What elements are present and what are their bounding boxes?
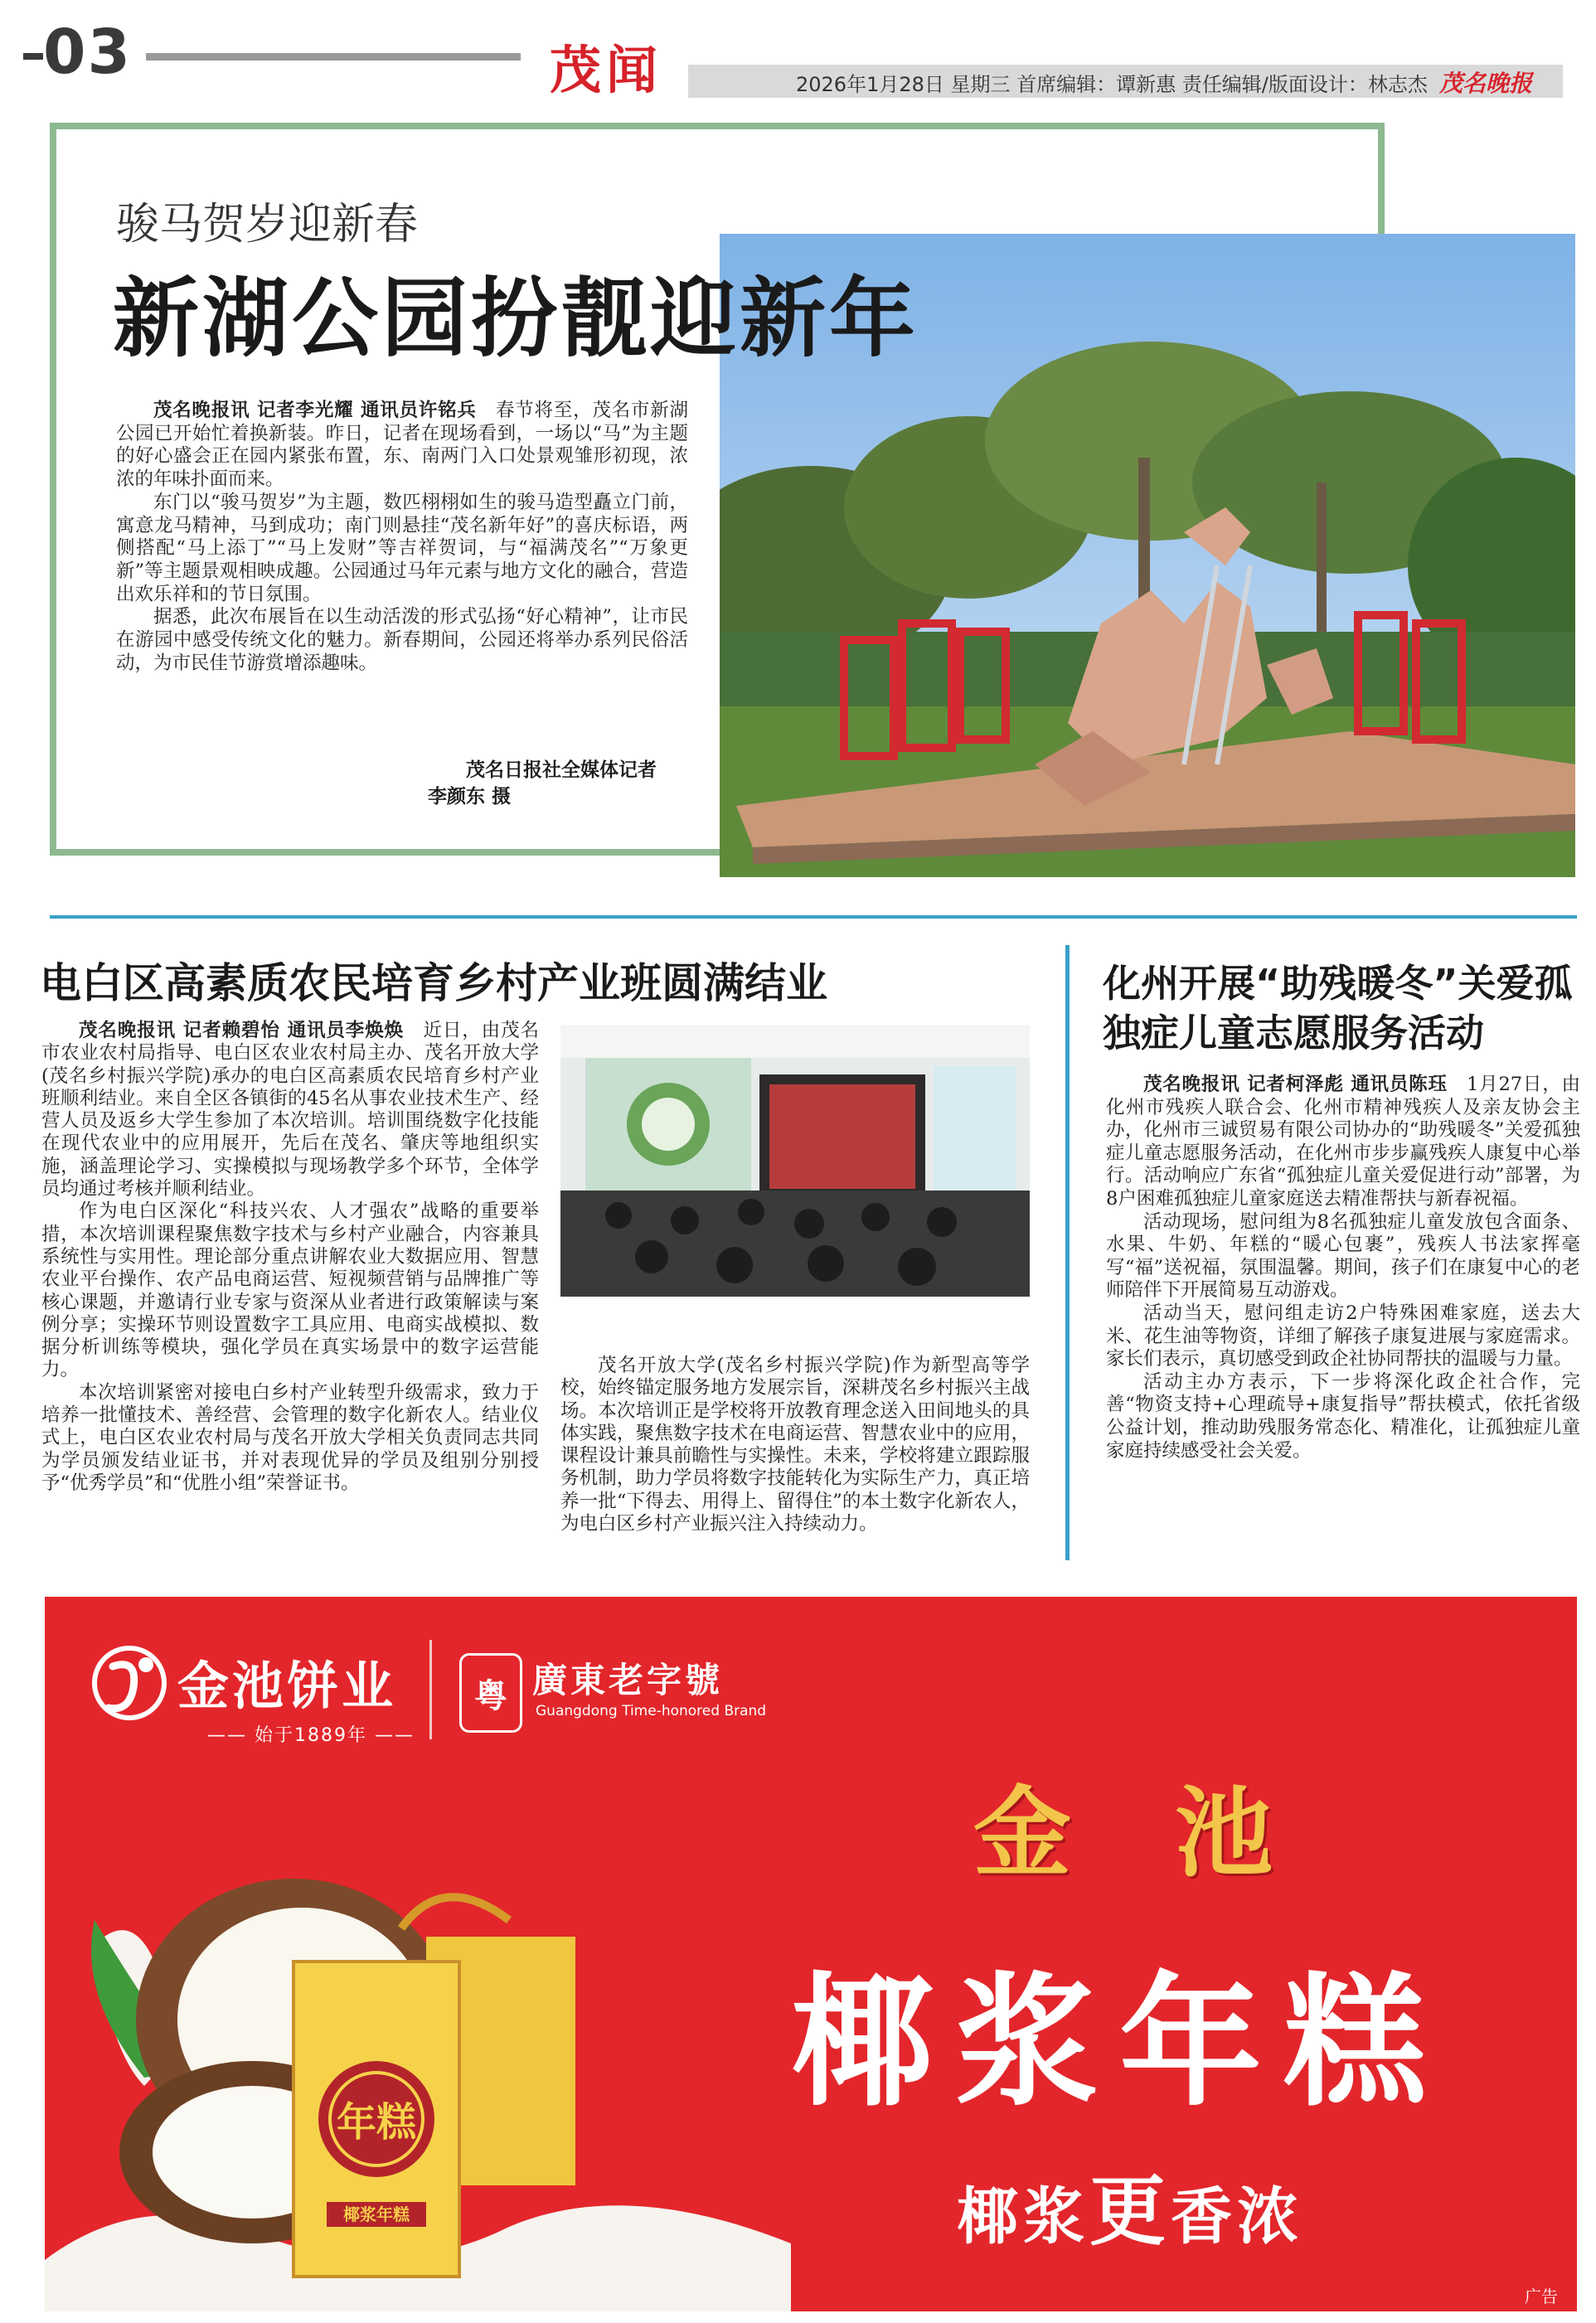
story1-paragraph: 茂名晚报讯 记者李光耀 通讯员许铭兵 春节将至，茂名市新湖公园已开始忙着换新装。昨日，记者在现场看到，一场以“马”为主题的好心盛会正在园内紧张布置，东、南两门入口处景观雏形初现，浓浓的年味扑面而来。: [116, 400, 688, 491]
advertisement: [45, 1597, 1577, 2311]
story2-paragraph: 作为电白区深化“科技兴农、人才强农”战略的重要举措，本次培训课程聚焦数字技术与乡村产业融合，内容兼具系统性与实用性。理论部分重点讲解农业大数据应用、智慧农业平台操作、农产品电商运营、短视频营销与品牌推广等核心课题，并邀请行业专家与资深从业者进行政策解读与案例分享；实操环节则设置数字工具应用、电商实战模拟、数据分析训练等模块，强化学员在真实场景中的数字运营能力。: [41, 1200, 539, 1381]
ad-product-brand: 金 池: [973, 1775, 1308, 1890]
training-class-photo: [560, 1025, 1030, 1297]
page-number-dash: [23, 53, 43, 60]
ad-since: —— 始于1889年 ——: [207, 1725, 415, 1746]
story3-paragraph: 茂名晚报讯 记者柯泽彪 通讯员陈珏 1月27日，由化州市残疾人联合会、化州市精神残疾人及亲友协会主办，化州市三诚贸易有限公司协办的“助残暖冬”关爱孤独症儿童志愿服务活动，在化州市步步赢残疾人康复中心举行。活动响应广东省“孤独症儿童关爱促进行动”部署，为8户困难孤独症儿童家庭送去精准帮扶与新春祝福。: [1106, 1074, 1580, 1210]
story1-byline: 茂名晚报讯 记者李光耀 通讯员许铭兵: [153, 400, 477, 421]
photo-credit-name: 李颜东 摄: [428, 786, 512, 807]
ad-tag: 广告: [1525, 2287, 1558, 2306]
story3-paragraph: 活动现场，慰问组为8名孤独症儿童发放包含面条、水果、牛奶、年糕的“暖心包裹”，残疾人书法家挥毫写“福”送祝福，氛围温馨。期间，孩子们在康复中心的老师陪伴下开展简易互动游戏。: [1106, 1210, 1580, 1302]
gift-box-text: 年糕: [336, 2099, 417, 2146]
ad-time-honored: 廣東老字號: [532, 1660, 724, 1700]
paper-logo: 茂名晚报: [1438, 70, 1532, 97]
story3-paragraph: 活动主办方表示，下一步将深化政企社合作，完善“物资支持+心理疏导+康复指导”帮扶模式，依托省级公益计划，推动助残服务常态化、精准化，让孤独症儿童家庭持续感受社会关爱。: [1106, 1370, 1580, 1462]
story3-body: [1106, 1074, 1580, 1462]
issue-meta: 2026年1月28日 星期三 首席编辑：谭新惠 责任编辑/版面设计：林志杰: [796, 73, 1428, 96]
time-honored-seal-icon: 粤: [459, 1653, 522, 1733]
ad-time-honored-en: Guangdong Time-honored Brand: [536, 1703, 767, 1719]
gift-box-label: 椰浆年糕: [343, 2204, 410, 2224]
coconut-and-gift-box-illustration: [45, 1870, 791, 2311]
story1-paragraph: 据悉，此次布展旨在以生动活泼的形式弘扬“好心精神”，让市民在游园中感受传统文化的魅力。新春期间，公园还将举办系列民俗活动，为市民佳节游赏增添趣味。: [116, 606, 688, 674]
story2-paragraph: 茂名开放大学(茂名乡村振兴学院)作为新型高等学校，始终锚定服务地方发展宗旨，深耕茂名乡村振兴主战场。本次培训正是学校将开放教育理念送入田间地头的具体实践，聚焦数字技术在电商运营、智慧农业中的应用，课程设计兼具前瞻性与实操性。未来，学校将建立跟踪服务机制，助力学员将数字技能转化为实际生产力，真正培养一批“下得去、用得上、留得住”的本土数字化新农人，为电白区乡村产业振兴注入持续动力。: [560, 1355, 1030, 1535]
story1-paragraph: 东门以“骏马贺岁”为主题，数匹栩栩如生的骏马造型矗立门前，寓意龙马精神，马到成功；南门则悬挂“茂名新年好”的喜庆标语，两侧搭配“马上添丁”“马上发财”等吉祥贺词，与“福满茂名”“万象更新”等主题景观相映成趣。公园通过马年元素与地方文化的融合，营造出欢乐祥和的节日氛围。: [116, 491, 688, 605]
photo-credit: 茂名日报社全媒体记者: [466, 759, 657, 781]
story2-paragraph: 茂名晚报讯 记者赖碧怡 通讯员李焕焕 近日，由茂名市农业农村局指导、电白区农业农村局主办、茂名开放大学(茂名乡村振兴学院)承办的电白区高素质农民培育乡村产业班顺利结业。来自全区各镇街的45名从事农业技术生产、经营人员及返乡大学生参加了本次培训。培训围绕数字化技能在现代农业中的应用展开，先后在茂名、肇庆等地组织实施，涵盖理论学习、实操模拟与现场教学多个环节，全体学员均通过考核并顺利结业。: [41, 1020, 539, 1200]
story2-headline: 电白区高素质农民培育乡村产业班圆满结业: [40, 959, 827, 1007]
story1-headline: 新湖公园扮靓迎新年: [113, 268, 919, 369]
story2-byline: 茂名晚报讯 记者赖碧怡 通讯员李焕焕: [79, 1020, 405, 1041]
ad-slogan: 椰浆更香浓: [957, 2167, 1304, 2256]
section-title: 茂闻: [549, 39, 662, 100]
story3-paragraph: 活动当天，慰问组走访2户特殊困难家庭，送去大米、花生油等物资，详细了解孩子康复进展与家庭需求。家长们表示，真切感受到政企社协同帮扶的温暖与力量。: [1106, 1302, 1580, 1370]
section-divider: [50, 915, 1577, 919]
story3-headline: 化州开展“助残暖冬”关爱孤独症儿童志愿服务活动: [1103, 961, 1573, 1055]
story2-column-2: [560, 1355, 1030, 1535]
ad-product-name: 椰浆年糕: [791, 1959, 1448, 2126]
story2-paragraph: 本次培训紧密对接电白乡村产业转型升级需求，致力于培养一批懂技术、善经营、会管理的数字化新农人。结业仪式上，电白区农业农村局与茂名开放大学相关负责同志共同为学员颁发结业证书，并对表现优异的学员及组别分别授予“优秀学员”和“优胜小组”荣誉证书。: [41, 1381, 539, 1494]
story1-kicker: 骏马贺岁迎新春: [116, 200, 419, 250]
ad-brand-name: 金池饼业: [177, 1656, 397, 1716]
brand-logo-icon: [88, 1633, 171, 1736]
story2-column-1: [41, 1020, 539, 1495]
column-divider: [1065, 945, 1070, 1560]
header-rule: [146, 53, 521, 61]
story1-body: [116, 400, 688, 675]
story3-byline: 茂名晚报讯 记者柯泽彪 通讯员陈珏: [1143, 1074, 1448, 1095]
ad-divider: [429, 1640, 432, 1739]
page-number: 03: [43, 17, 132, 88]
